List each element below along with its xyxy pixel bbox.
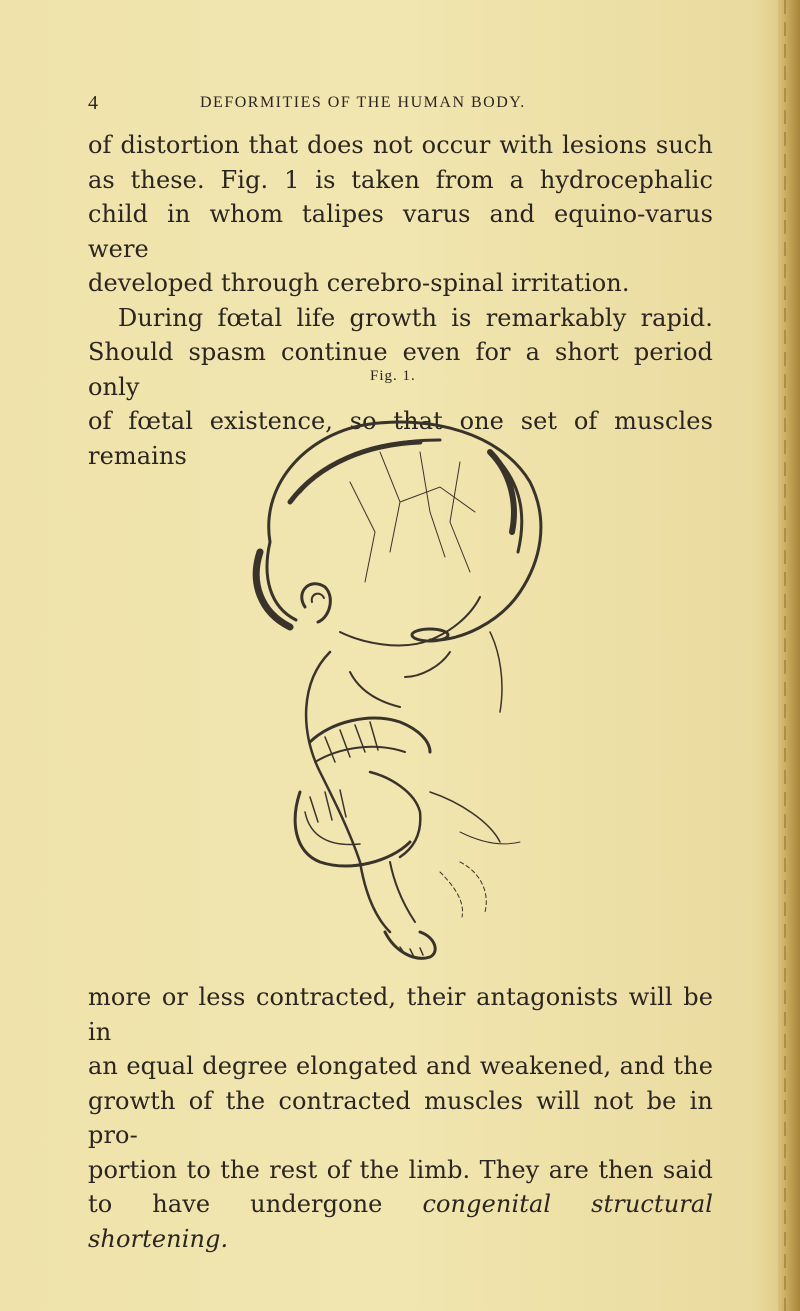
ear <box>302 584 331 622</box>
page-number: 4 <box>88 92 98 114</box>
running-head: DEFORMITIES OF THE HUMAN BODY. <box>200 94 526 111</box>
text-plain: to have undergone <box>88 1190 423 1218</box>
page-edge <box>778 0 800 1311</box>
text-line: developed through cerebro-spinal irritation. <box>88 269 630 297</box>
face <box>340 597 480 645</box>
text-line: an equal degree elongated and weakened, and the <box>88 1052 713 1080</box>
foetus-illustration <box>200 392 620 972</box>
paragraph <box>88 980 713 1256</box>
page-header <box>88 92 708 120</box>
text-block-bottom <box>88 980 713 1256</box>
text-line: of distortion that does not occur with lesions such <box>88 131 713 159</box>
head-outline <box>269 422 541 640</box>
figure-caption: Fig. 1. <box>370 368 416 384</box>
text-line: more or less contracted, their antagonists will be in <box>88 983 713 1046</box>
text-line: Should spasm continue even for a short period only <box>88 338 713 401</box>
text-line: growth of the contracted muscles will not be in pro- <box>88 1086 713 1149</box>
foot <box>385 932 435 958</box>
text-line: of fœtal existence, so that one set of muscles remains <box>88 407 713 470</box>
text-line: portion to the rest of the limb. They are then said <box>88 1155 713 1184</box>
text-line <box>88 1187 713 1256</box>
text-line: During fœtal life growth is remarkably rapid. <box>118 303 713 332</box>
text-line: as these. Fig. 1 is taken from a hydrocephalic <box>88 165 713 194</box>
paragraph <box>88 128 713 301</box>
italic-term: congenital structural shortening. <box>88 1190 714 1253</box>
text-line: child in whom talipes varus and equino-varus were <box>88 200 713 263</box>
